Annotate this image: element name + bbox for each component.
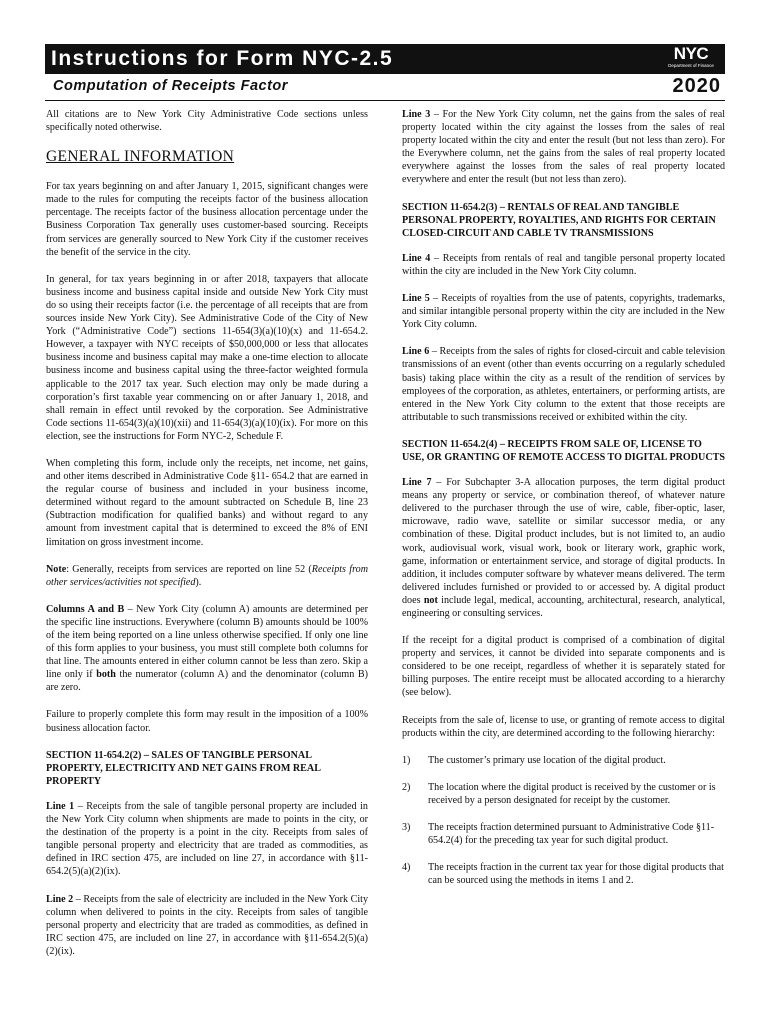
line-2-text: – Receipts from the sale of electricity are included in the New York City column when delivered to points in the city. Receipts from sales of tangible personal property and electricity that are traded as commodities, as defined in IRC section 475, are included on line 27, in accordance with §11-654.2(5)(a)(2)(ix). — [46, 893, 368, 957]
combination-paragraph: If the receipt for a digital product is comprised of a combination of digital property and services, it cannot be divided into separate components and is considered to be one receipt, regardless of whether it is separately stated for billing purposes. The entire receipt must be allocated according to a hierarchy (see below). — [402, 635, 725, 699]
list-item — [402, 754, 725, 767]
note-text: : Generally, receipts from services are reported on line 52 ( — [66, 563, 312, 575]
general-information-heading: GENERAL INFORMATION — [46, 148, 235, 166]
subtitle-row — [45, 74, 725, 101]
list-item-number: 1) — [402, 754, 411, 766]
failure-paragraph: Failure to properly complete this form may result in the imposition of a 100% business allocation factor. — [46, 709, 368, 734]
intro-paragraph: All citations are to New York City Administrative Code sections unless specifically noted otherwise. — [46, 109, 368, 134]
note-label: Note — [46, 563, 67, 575]
list-item-number: 4) — [402, 862, 411, 874]
hierarchy-list — [402, 754, 725, 888]
line-1-paragraph — [46, 800, 368, 879]
hierarchy-intro: Receipts from the sale of, license to use, or granting of remote access to digital products within the city, are determined according to the following hierarchy: — [402, 714, 725, 739]
line-4-paragraph — [402, 252, 725, 278]
line-7-label: Line 7 — [402, 477, 432, 489]
list-item-text: The customer’s primary use location of the digital product. — [428, 754, 666, 766]
line-2-label: Line 2 — [46, 893, 74, 905]
line-7-bold: not — [423, 594, 438, 606]
columns-label: Columns A and B — [46, 603, 125, 615]
line-7-paragraph — [402, 476, 725, 620]
note-paragraph — [46, 563, 368, 589]
title-bar — [45, 44, 725, 74]
list-item — [402, 861, 725, 887]
line-1-text: – Receipts from the sale of tangible personal property are included in the New York City column when shipments are made to points in the city, or the destination of the property is a point in the city. Receipts from sales of tangible personal property and electricity that are traded as commodities, as defined in IRC section 475, are included on line 27, in accordance with §11-654.2(5)(a)(2)(ix). — [46, 800, 368, 878]
columns-text: – New York City (column A) amounts are determined per the specific line instructions. Everywhere (column B) amounts should be 100% of the item being reported on a line unless otherwise specified. If only one line of this form applies to your business, you must still complete both columns for that line. The amounts entered in either column cannot be less than zero. Skip a line only if — [46, 603, 368, 681]
list-item-text: The location where the digital product is received by the customer or is received by a person designated for receipt by the customer. — [428, 781, 716, 806]
line-6-text: – Receipts from the sales of rights for closed-circuit and cable television transmissions of an event (other than events occurring on a regularly scheduled basis) taking place within the city as a result of the rendition of services by employees of the corporation, as athletes, entertainers, or performing artists, are entered in the New York City column to the extent that those receipts are attributable to such transmissions received or exhibited within the city. — [402, 346, 725, 423]
line-1-label: Line 1 — [46, 800, 75, 812]
line-3-label: Line 3 — [402, 109, 431, 120]
line-6-paragraph — [402, 345, 725, 424]
note-end: ). — [195, 576, 202, 588]
columns-paragraph — [46, 603, 368, 695]
note-italic: Receipts from other services/activities not specified — [46, 563, 368, 588]
line-7-end: include legal, medical, accounting, architectural, research, analytical, engineering or consulting services. — [402, 594, 725, 619]
line-5-label: Line 5 — [402, 293, 430, 305]
line-4-label: Line 4 — [402, 252, 431, 264]
general-paragraph-2: In general, for tax years beginning in or after 2018, taxpayers that allocate business income and business capital inside and outside New York City must do so using their receipts factor (i.e. the percentage of all receipts that are from sources inside New York City). See Administrative Code of the City of New York (“Administrative Code”) sections 11-654(3)(a)(10)(x) and 11-654.2. However, a taxpayer with NYC receipts of $50,000,000 or less that allocates business income and business capital may make a one-time election to allocate business income and business capital using the three-factor weighted formula applicable to the 2017 tax year. Such election may only be made during a corporation’s first taxable year commencing on or after January 1, 2018, and shall remain in effect until revoked by the corporation. See Administrative Code sections 11-654(3)(a)(10)(xii) and 11-654(3)(a)(10)(ix). For more on this election, see the instructions for Form NYC-2, Schedule F. — [46, 273, 368, 442]
line-3-text: – For the New York City column, net the gains from the sales of real property located within the city against the losses from the sales of real property located within the city and enter the result (but not less than zero). For the Everywhere column, net the gains from the sales of real property located everywhere against the losses from the sales of real property located everywhere and enter the result (but not less than zero). — [402, 109, 726, 186]
general-paragraph-1: For tax years beginning on and after January 1, 2015, significant changes were made to the rules for computing the receipts factor of the business allocation percentage. The receipts factor of the business allocation percentage under the Business Corporation Tax generally uses customer-based sourcing. Receipts from services are generally sourced to New York City if the customer receives the benefit of the service in the city. — [46, 181, 368, 258]
logo-text: NYC — [673, 44, 709, 63]
line-3-paragraph — [402, 108, 725, 187]
list-item-text: The receipts fraction in the current tax year for those digital products that can be sourced using the methods in items 1 and 2. — [428, 862, 724, 887]
form-title: Instructions for Form NYC-2.5 — [51, 47, 394, 70]
line-6-label: Line 6 — [402, 346, 430, 358]
columns-bold: both — [96, 669, 116, 681]
line-5-text: – Receipts of royalties from the use of patents, copyrights, trademarks, and similar intangible personal property within the city are included in the New York City column. — [402, 293, 726, 331]
columns-end: the numerator (column A) and the denominator (column B) are zero. — [46, 669, 368, 694]
tax-year: 2020 — [672, 75, 721, 97]
line-4-text: – Receipts from rentals of real and tangible personal property located within the city are included in the New York City column. — [402, 252, 726, 277]
section-3-heading: SECTION 11-654.2(3) – RENTALS OF REAL AND TANGIBLE PERSONAL PROPERTY, ROYALTIES, AND RIGHTS FOR CERTAIN CLOSED-CIRCUIT AND CABLE TV TRANSMISSIONS — [402, 201, 716, 239]
logo-subtext: Department of Finance — [668, 63, 714, 68]
list-item — [402, 821, 725, 847]
line-7-text: – For Subchapter 3-A allocation purposes, the term digital product means any property or service, or combination thereof, of whatever nature delivered to the purchaser through the use of wire, cable, fiber-optic, laser, microwave, radio wave, satellite or similar successor media, or any combination of these. Digital product includes, but is not limited to, an audio work, audiovisual work, visual work, book or literary work, graphic work, game, information or entertainment service, and storage of digital products. In addition, it includes computer software by whatever means delivered. The term delivered includes furnished or provided to or accessed by. A digital product does — [402, 477, 725, 606]
right-column — [402, 108, 725, 901]
section-2-heading: SECTION 11-654.2(2) – SALES OF TANGIBLE PERSONAL PROPERTY, ELECTRICITY AND NET GAINS FROM REAL PROPERTY — [46, 749, 321, 787]
general-paragraph-3: When completing this form, include only the receipts, net income, net gains, and other items described in Administrative Code §11- 654.2 that are earned in the regular course of business and included in your business income, determined without regard to the amount subtracted on Schedule B, line 23 (Subtraction modification for qualified banks) and without regard to any amount from investment capital that is determined to exceed the 8% of ENI limitation on gross investment income. — [46, 457, 368, 548]
section-4-heading: SECTION 11-654.2(4) – RECEIPTS FROM SALE OF, LICENSE TO USE, OR GRANTING OF REMOTE ACCESS TO DIGITAL PRODUCTS — [402, 438, 725, 463]
list-item-text: The receipts fraction determined pursuant to Administrative Code §11-654.2(4) for the preceding tax year for such digital product. — [428, 822, 715, 847]
nyc-logo — [663, 45, 719, 73]
line-5-paragraph — [402, 292, 725, 331]
list-item — [402, 781, 725, 807]
list-item-number: 2) — [402, 781, 411, 793]
left-column — [46, 108, 368, 972]
page-header — [45, 44, 725, 101]
list-item-number: 3) — [402, 822, 411, 834]
form-subtitle: Computation of Receipts Factor — [53, 78, 288, 94]
line-2-paragraph — [46, 893, 368, 958]
